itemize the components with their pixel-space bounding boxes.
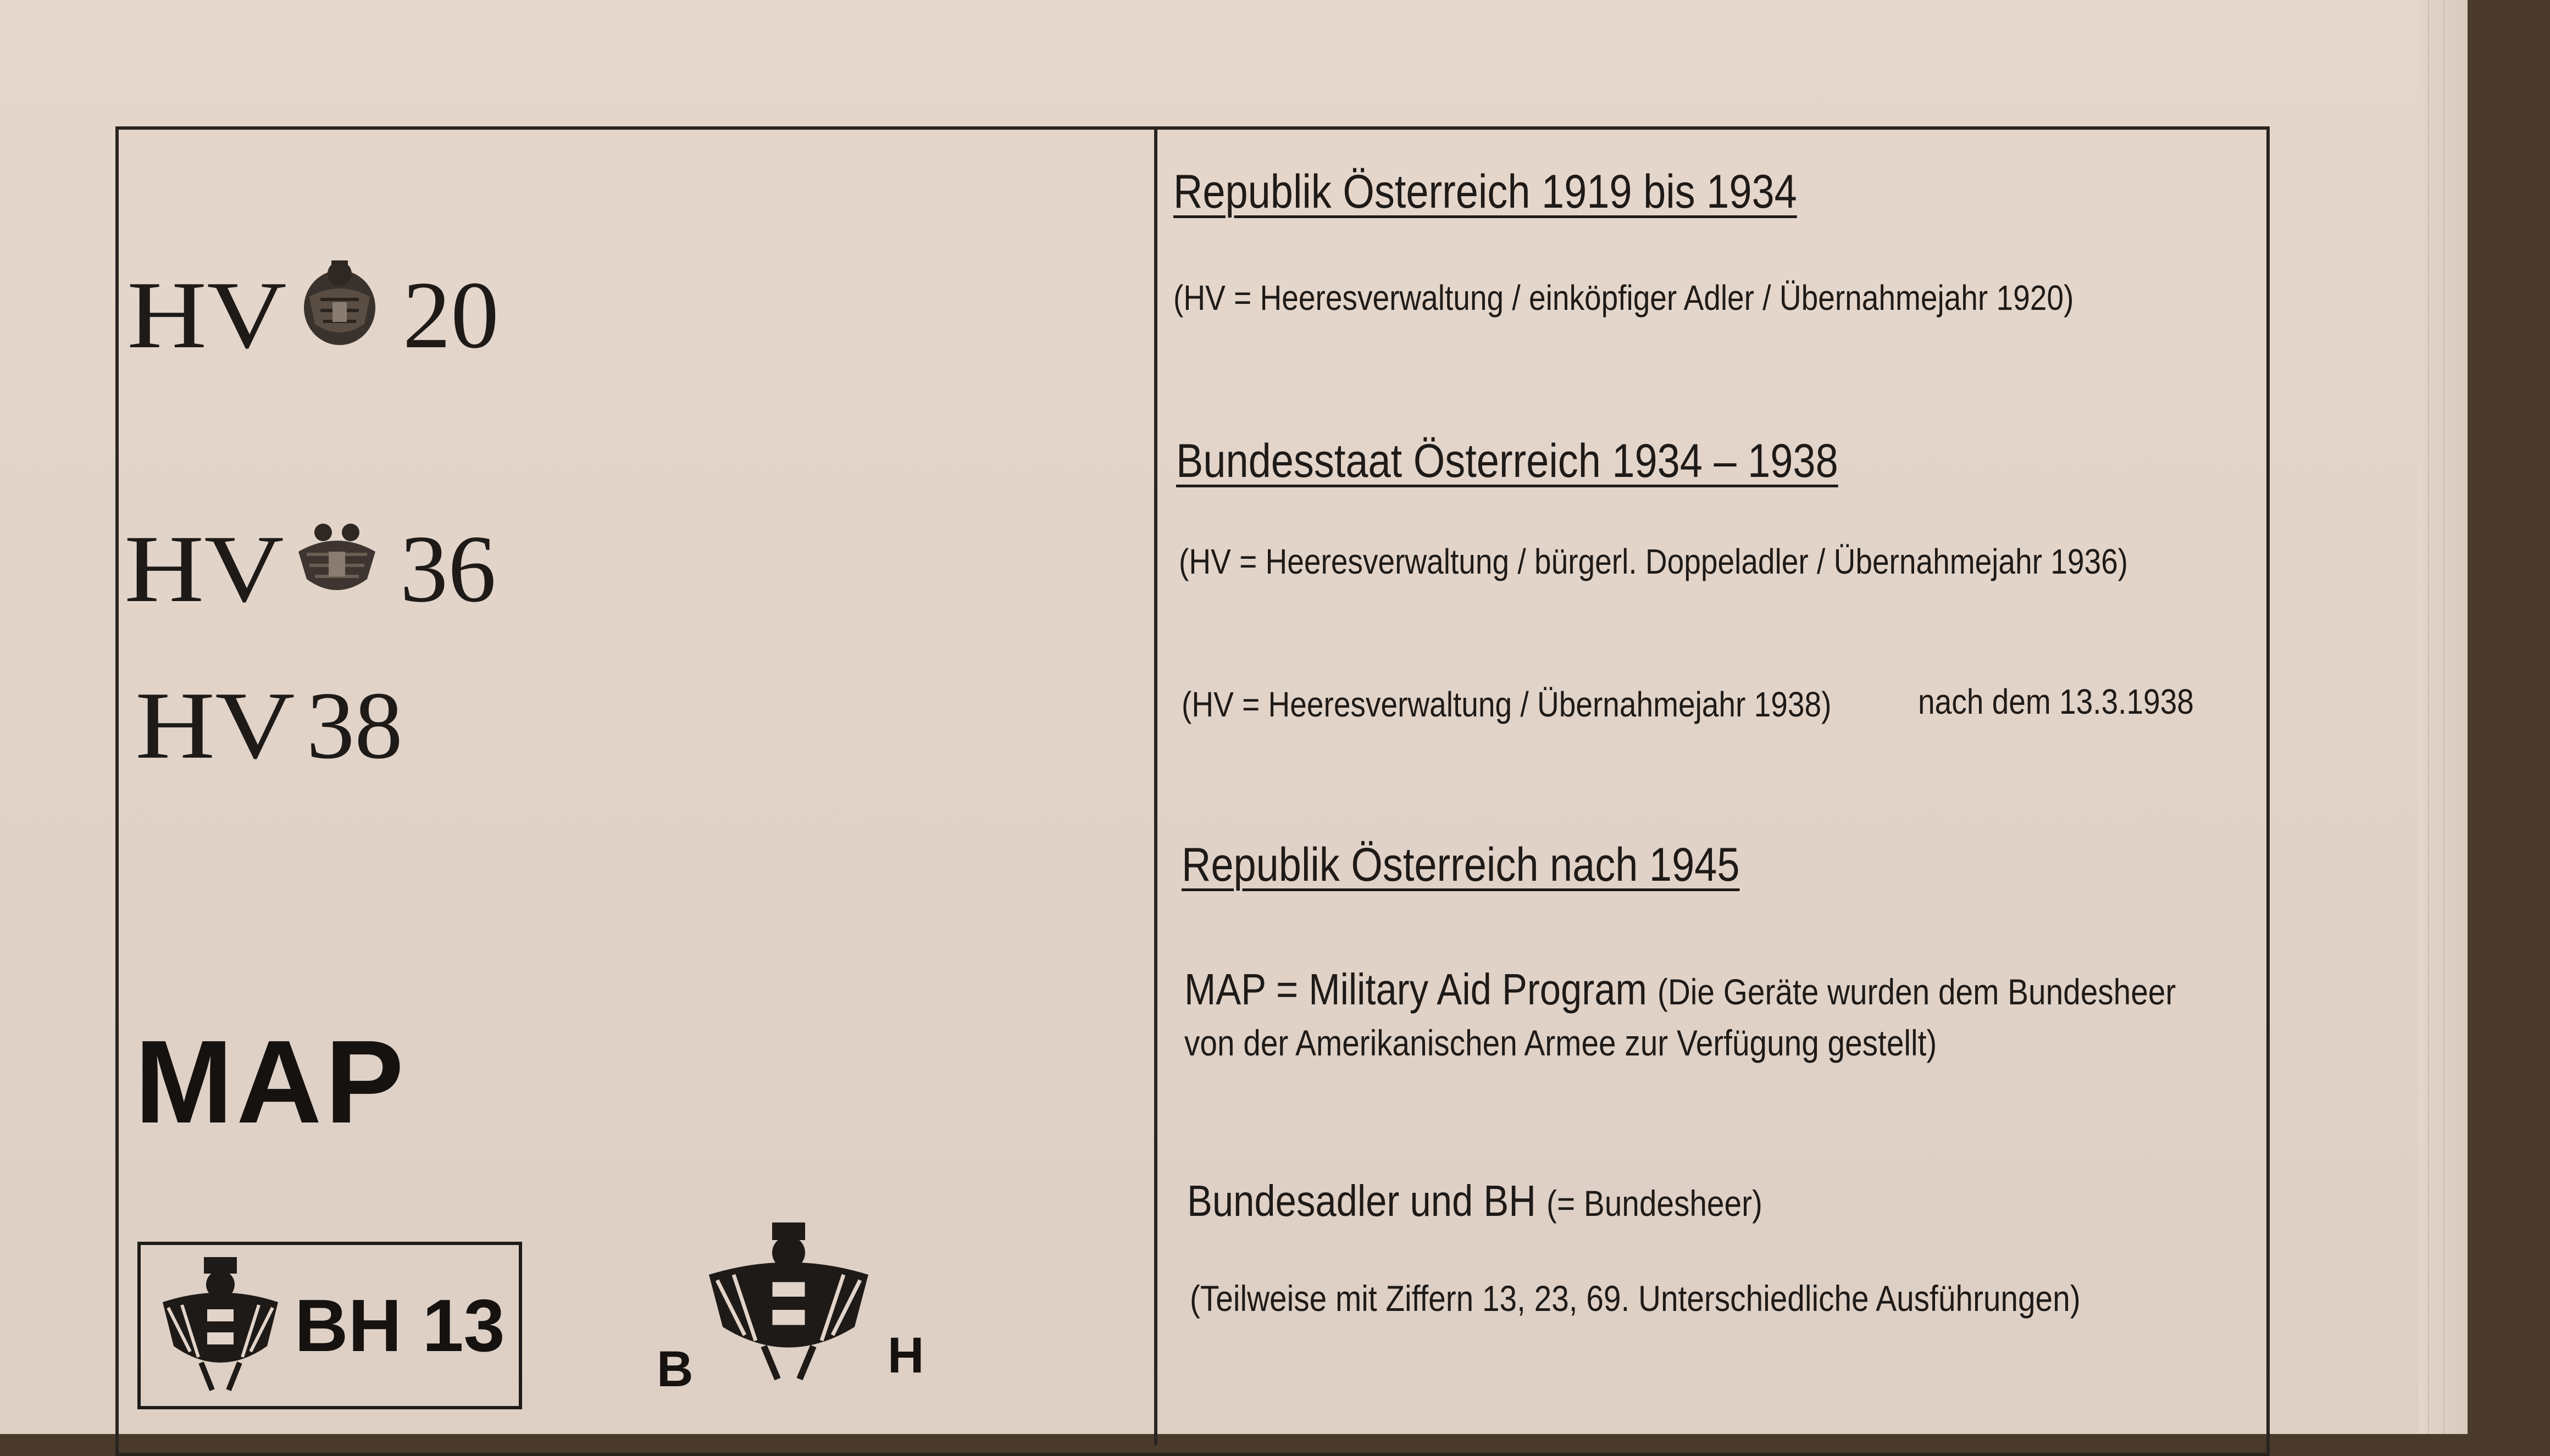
map-description-line2: von der Amerikanischen Armee zur Verfügung gestellt) (1184, 1022, 1937, 1063)
heading-republik-1945: Republik Österreich nach 1945 (1182, 838, 1740, 891)
mark-bh-right-letter: H (888, 1327, 924, 1383)
mark-hv36-number: 36 (400, 515, 496, 622)
bh-description (1187, 1176, 1762, 1226)
mark-bh13-text: BH 13 (295, 1284, 505, 1367)
mark-hv-letters: HV (124, 515, 284, 622)
double-headed-eagle-icon (296, 514, 378, 624)
mark-hv36 (124, 514, 496, 624)
federal-eagle-icon (157, 1253, 284, 1398)
note-hv38-after: nach dem 13.3.1938 (1918, 682, 2194, 721)
map-description-paren: (Die Geräte wurden dem Bundesheer (1657, 971, 2176, 1012)
mark-hv-letters: HV (127, 262, 287, 368)
bh-note: (Teilweise mit Ziffern 13, 23, 69. Unterschiedliche Ausführungen) (1190, 1278, 2081, 1319)
bh-description-paren: (= Bundesheer) (1546, 1183, 1762, 1224)
bh-description-main: Bundesadler und BH (1187, 1176, 1536, 1225)
federal-eagle-icon (703, 1220, 874, 1387)
mark-hv20 (127, 258, 499, 372)
mark-hv38 (135, 670, 403, 781)
mark-hv-letters: HV (135, 672, 295, 779)
note-hv36: (HV = Heeresverwaltung / bürgerl. Doppeladler / Übernahmejahr 1936) (1179, 542, 2128, 581)
page-edge (2418, 0, 2468, 1434)
mark-bh13-box (137, 1242, 522, 1409)
map-description-main: MAP = Military Aid Program (1184, 965, 1647, 1014)
column-divider (1154, 126, 1157, 1445)
map-description (1184, 964, 2176, 1015)
mark-map: MAP (135, 1015, 407, 1148)
mark-bh-left-letter: B (657, 1341, 694, 1397)
mark-hv20-number: 20 (402, 262, 499, 368)
heading-bundesstaat: Bundesstaat Österreich 1934 – 1938 (1176, 435, 1838, 487)
note-hv38: (HV = Heeresverwaltung / Übernahmejahr 1938) (1182, 685, 1832, 724)
mark-hv38-number: 38 (306, 672, 403, 779)
single-headed-eagle-icon (298, 258, 381, 372)
note-hv20: (HV = Heeresverwaltung / einköpfiger Adler / Übernahmejahr 1920) (1173, 278, 2074, 318)
heading-republik-1919: Republik Österreich 1919 bis 1934 (1173, 165, 1797, 218)
